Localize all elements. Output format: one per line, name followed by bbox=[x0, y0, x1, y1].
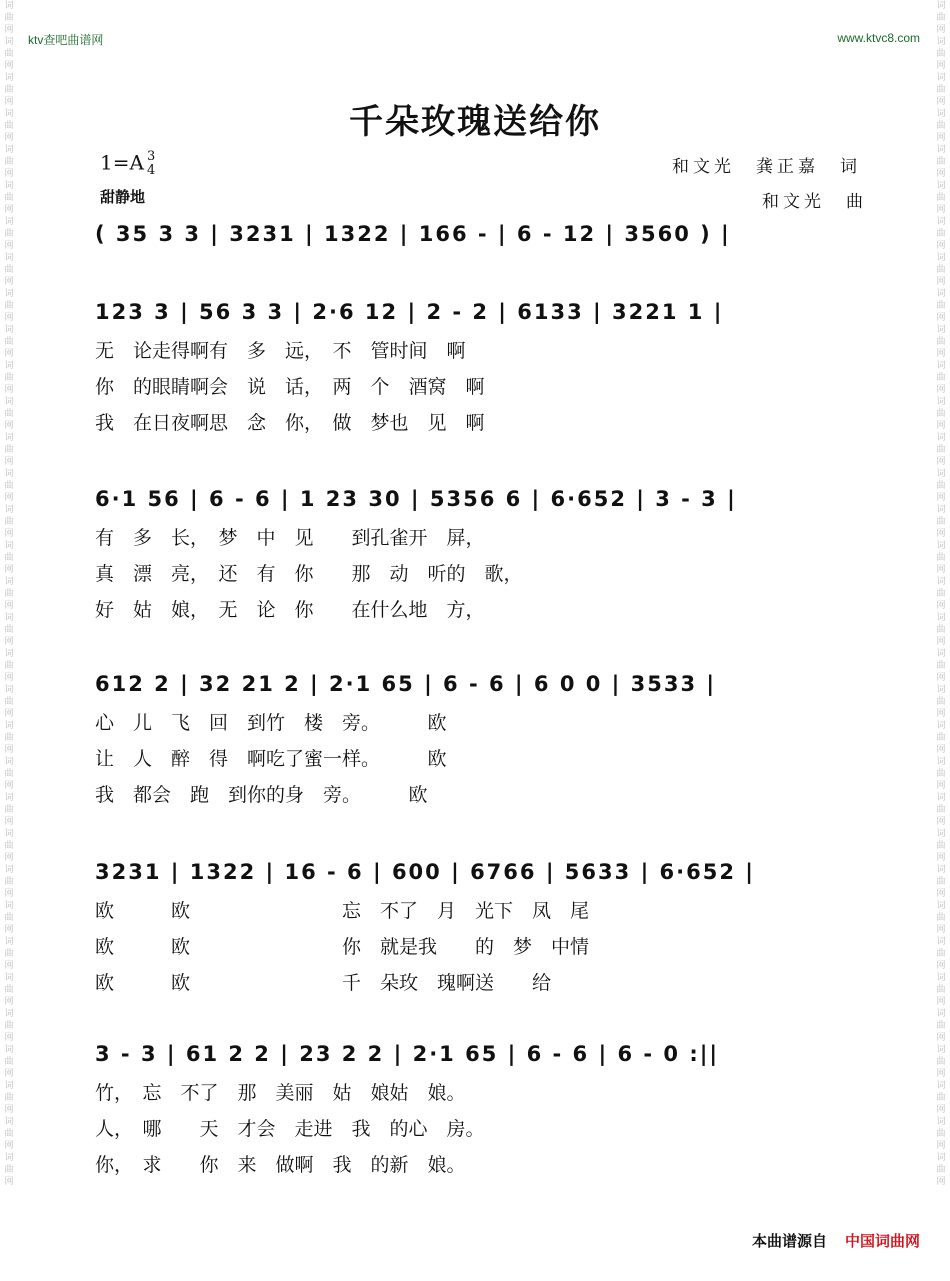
footer-source-label: 本曲谱源自 bbox=[751, 1232, 827, 1250]
footer-credit bbox=[752, 1230, 920, 1251]
lyric-verse-1: 欧 欧 忘 不了 月 光下 凤 尾 bbox=[95, 900, 590, 922]
lyric-verse-2: 真 漂 亮， 还 有 你 那 动 听的 歌， bbox=[95, 563, 523, 585]
notation-line: 6·1 56 | 6 - 6 | 1 23 30 | 5356 6 | 6·652 | 3 - 3 | bbox=[95, 487, 737, 511]
lyric-verse-2: 让 人 醉 得 啊吃了蜜一样。 欧 bbox=[95, 748, 447, 770]
header-left-site[interactable]: ktv查吧曲谱网 bbox=[28, 33, 104, 47]
score-system-4 bbox=[95, 672, 870, 816]
notation-line: ( 35 3 3 | 3231 | 1322 | 166 - | 6 - 12 | 3560 ) | bbox=[95, 222, 731, 246]
score-system-2 bbox=[95, 300, 870, 444]
footer-site-link[interactable]: 中国词曲网 bbox=[844, 1232, 920, 1250]
lyric-verse-1: 心 儿 飞 回 到竹 楼 旁。 欧 bbox=[95, 712, 447, 734]
watermark-left: 词曲网词曲网词曲网词曲网词曲网词曲网词曲网词曲网词曲网词曲网词曲网词曲网词曲网词曲网词曲网词曲网词曲网词曲网词曲网词曲网词曲网词曲网词曲网词曲网词曲网词曲网词曲网词曲网词曲网词曲网词曲网词曲网词曲网 bbox=[4, 1, 14, 1187]
lyric-verse-3: 你， 求 你 来 做啊 我 的新 娘。 bbox=[95, 1154, 466, 1176]
lyric-verse-2: 你 的眼睛啊会 说 话， 两 个 酒窝 啊 bbox=[95, 376, 485, 398]
song-title: 千朵玫瑰送给你 bbox=[349, 102, 601, 142]
notation-line: 3 - 3 | 61 2 2 | 23 2 2 | 2·1 65 | 6 - 6 | 6 - 0 :|| bbox=[95, 1042, 720, 1066]
notation-line: 612 2 | 32 21 2 | 2·1 65 | 6 - 6 | 6 0 0 | 3533 | bbox=[95, 672, 717, 696]
notation-line: 123 3 | 56 3 3 | 2·6 12 | 2 - 2 | 6133 | 3221 1 | bbox=[95, 300, 724, 324]
lyric-verse-3: 我 在日夜啊思 念 你， 做 梦也 见 啊 bbox=[95, 412, 485, 434]
lyric-verse-2: 人， 哪 天 才会 走进 我 的心 房。 bbox=[95, 1118, 485, 1140]
lyric-verse-2: 欧 欧 你 就是我 的 梦 中情 bbox=[95, 936, 590, 958]
lyric-verse-1: 无 论走得啊有 多 远， 不 管时间 啊 bbox=[95, 340, 466, 362]
lyric-verse-3: 好 姑 娘， 无 论 你 在什么地 方， bbox=[95, 599, 485, 621]
lyric-verse-1: 有 多 长， 梦 中 见 到孔雀开 屏， bbox=[95, 527, 485, 549]
lyric-verse-1: 竹， 忘 不了 那 美丽 姑 娘姑 娘。 bbox=[95, 1082, 466, 1104]
lyric-verse-3: 我 都会 跑 到你的身 旁。 欧 bbox=[95, 784, 428, 806]
key-signature bbox=[100, 150, 155, 178]
lyricist-credit: 和文光 龚正嘉 词 bbox=[672, 157, 861, 177]
key-label: 1=A bbox=[100, 150, 144, 175]
watermark-right: 词曲网词曲网词曲网词曲网词曲网词曲网词曲网词曲网词曲网词曲网词曲网词曲网词曲网词曲网词曲网词曲网词曲网词曲网词曲网词曲网词曲网词曲网词曲网词曲网词曲网词曲网词曲网词曲网词曲网词曲网词曲网词曲网词曲网 bbox=[936, 1, 946, 1187]
score-system-5 bbox=[95, 860, 870, 1004]
score-system-1 bbox=[95, 222, 870, 252]
composer-credit: 和文光 曲 bbox=[762, 192, 867, 212]
tempo-marking: 甜静地 bbox=[100, 188, 146, 206]
time-signature: 3 4 bbox=[146, 149, 156, 178]
score-system-6 bbox=[95, 1042, 870, 1186]
score-system-3 bbox=[95, 487, 870, 631]
lyric-verse-3: 欧 欧 千 朵玫 瑰啊送 给 bbox=[95, 972, 552, 994]
notation-line: 3231 | 1322 | 16 - 6 | 600 | 6766 | 5633 | 6·652 | bbox=[95, 860, 755, 884]
header-right-url[interactable]: www.ktvc8.com bbox=[837, 31, 920, 45]
